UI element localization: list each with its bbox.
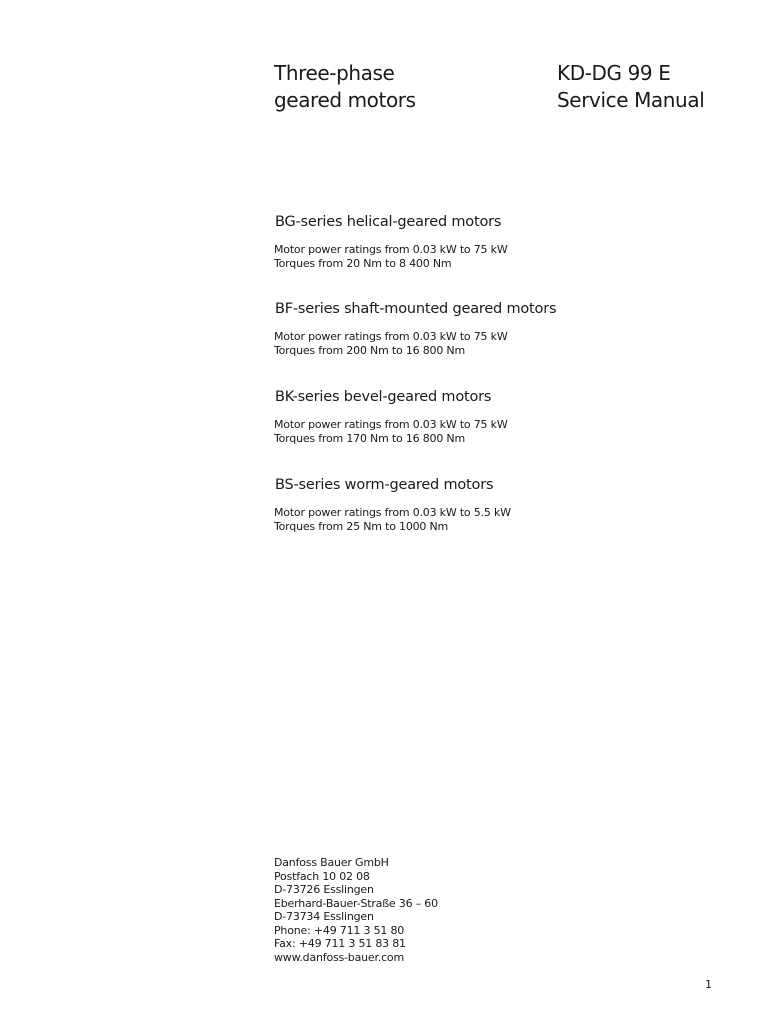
section-bf-series bbox=[274, 300, 724, 357]
section-heading: BG-series helical-geared motors bbox=[275, 214, 502, 230]
section-bs-series bbox=[274, 476, 724, 533]
company-name: Danfoss Bauer GmbH bbox=[274, 856, 389, 869]
company-address bbox=[274, 856, 438, 964]
document-code: KD-DG 99 E bbox=[557, 61, 671, 85]
postal-box: Postfach 10 02 08 bbox=[274, 869, 370, 883]
section-bk-series bbox=[274, 388, 724, 445]
power-rating-text: Motor power ratings from 0.03 kW to 75 kW bbox=[274, 330, 508, 343]
torque-text: Torques from 25 Nm to 1000 Nm bbox=[274, 519, 449, 533]
torque-text: Torques from 200 Nm to 16 800 Nm bbox=[274, 343, 465, 357]
power-rating-text: Motor power ratings from 0.03 kW to 75 kW bbox=[274, 418, 508, 431]
page-number: 1 bbox=[705, 978, 712, 991]
fax-number: Fax: +49 711 3 51 83 81 bbox=[274, 937, 406, 950]
section-bg-series bbox=[274, 213, 724, 270]
postal-city: D-73726 Esslingen bbox=[274, 883, 374, 896]
torque-text: Torques from 170 Nm to 16 800 Nm bbox=[274, 431, 465, 445]
power-rating-text: Motor power ratings from 0.03 kW to 75 kW bbox=[274, 243, 508, 256]
power-rating-text: Motor power ratings from 0.03 kW to 5.5 kW bbox=[274, 506, 511, 519]
document-identifier bbox=[557, 60, 757, 114]
document-title bbox=[274, 60, 534, 114]
document-title-line-1: Three-phase bbox=[274, 61, 395, 85]
section-heading: BF-series shaft-mounted geared motors bbox=[275, 301, 557, 317]
section-heading: BK-series bevel-geared motors bbox=[275, 389, 492, 405]
section-heading: BS-series worm-geared motors bbox=[275, 477, 494, 493]
street-city: D-73734 Esslingen bbox=[274, 910, 374, 923]
phone-number: Phone: +49 711 3 51 80 bbox=[274, 923, 405, 937]
website-url: www.danfoss-bauer.com bbox=[274, 950, 404, 964]
document-title-line-2: geared motors bbox=[274, 88, 416, 112]
street-address: Eberhard-Bauer-Straße 36 – 60 bbox=[274, 896, 438, 910]
torque-text: Torques from 20 Nm to 8 400 Nm bbox=[274, 256, 452, 270]
document-type: Service Manual bbox=[557, 88, 705, 112]
